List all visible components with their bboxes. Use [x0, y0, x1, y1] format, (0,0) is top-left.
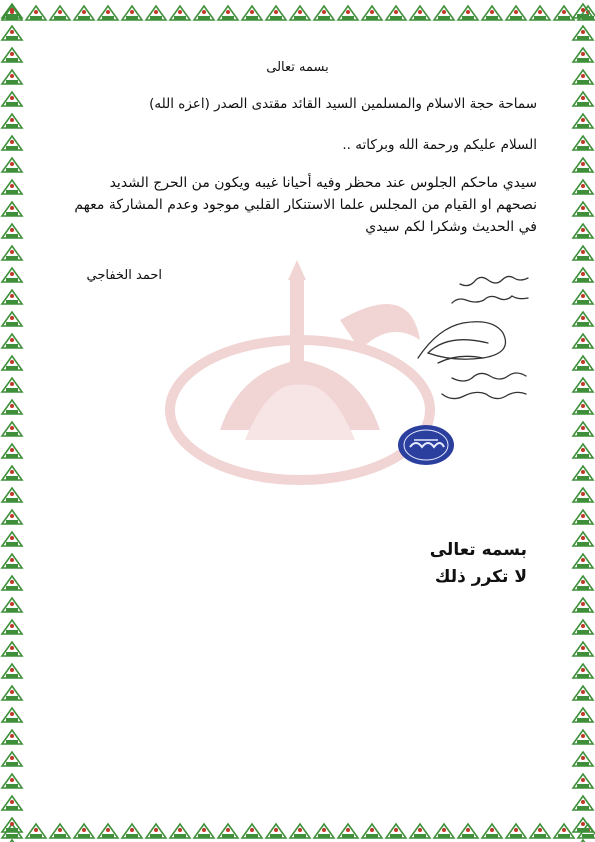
official-seal [396, 423, 456, 467]
letter-body: سيدي ماحكم الجلوس عند محظر وفيه أحيانا غيبه ويكون من الحرج الشديد نصحهم او القيام من المجلس علما الاستنكار القلبي موجود وعدم المشاركة معهم في الحديث وشكرا لكم سيدي [74, 175, 537, 235]
reply-line-2: لا تكرر ذلك [434, 567, 527, 587]
letter-title: بسمه تعالى [266, 60, 329, 75]
handwritten-reply-signature [398, 268, 548, 418]
border-left [0, 0, 24, 842]
reply-line-1: بسمه تعالى [429, 540, 527, 560]
border-right [571, 0, 595, 842]
border-top [0, 0, 595, 24]
border-bottom [0, 818, 595, 842]
sender-name: احمد الخفاجي [86, 268, 162, 283]
letter-greeting: السلام عليكم ورحمة الله وبركاته .. [342, 137, 537, 153]
letter-salutation: سماحة حجة الاسلام والمسلمين السيد القائد مقتدى الصدر (اعزه الله) [149, 96, 537, 112]
